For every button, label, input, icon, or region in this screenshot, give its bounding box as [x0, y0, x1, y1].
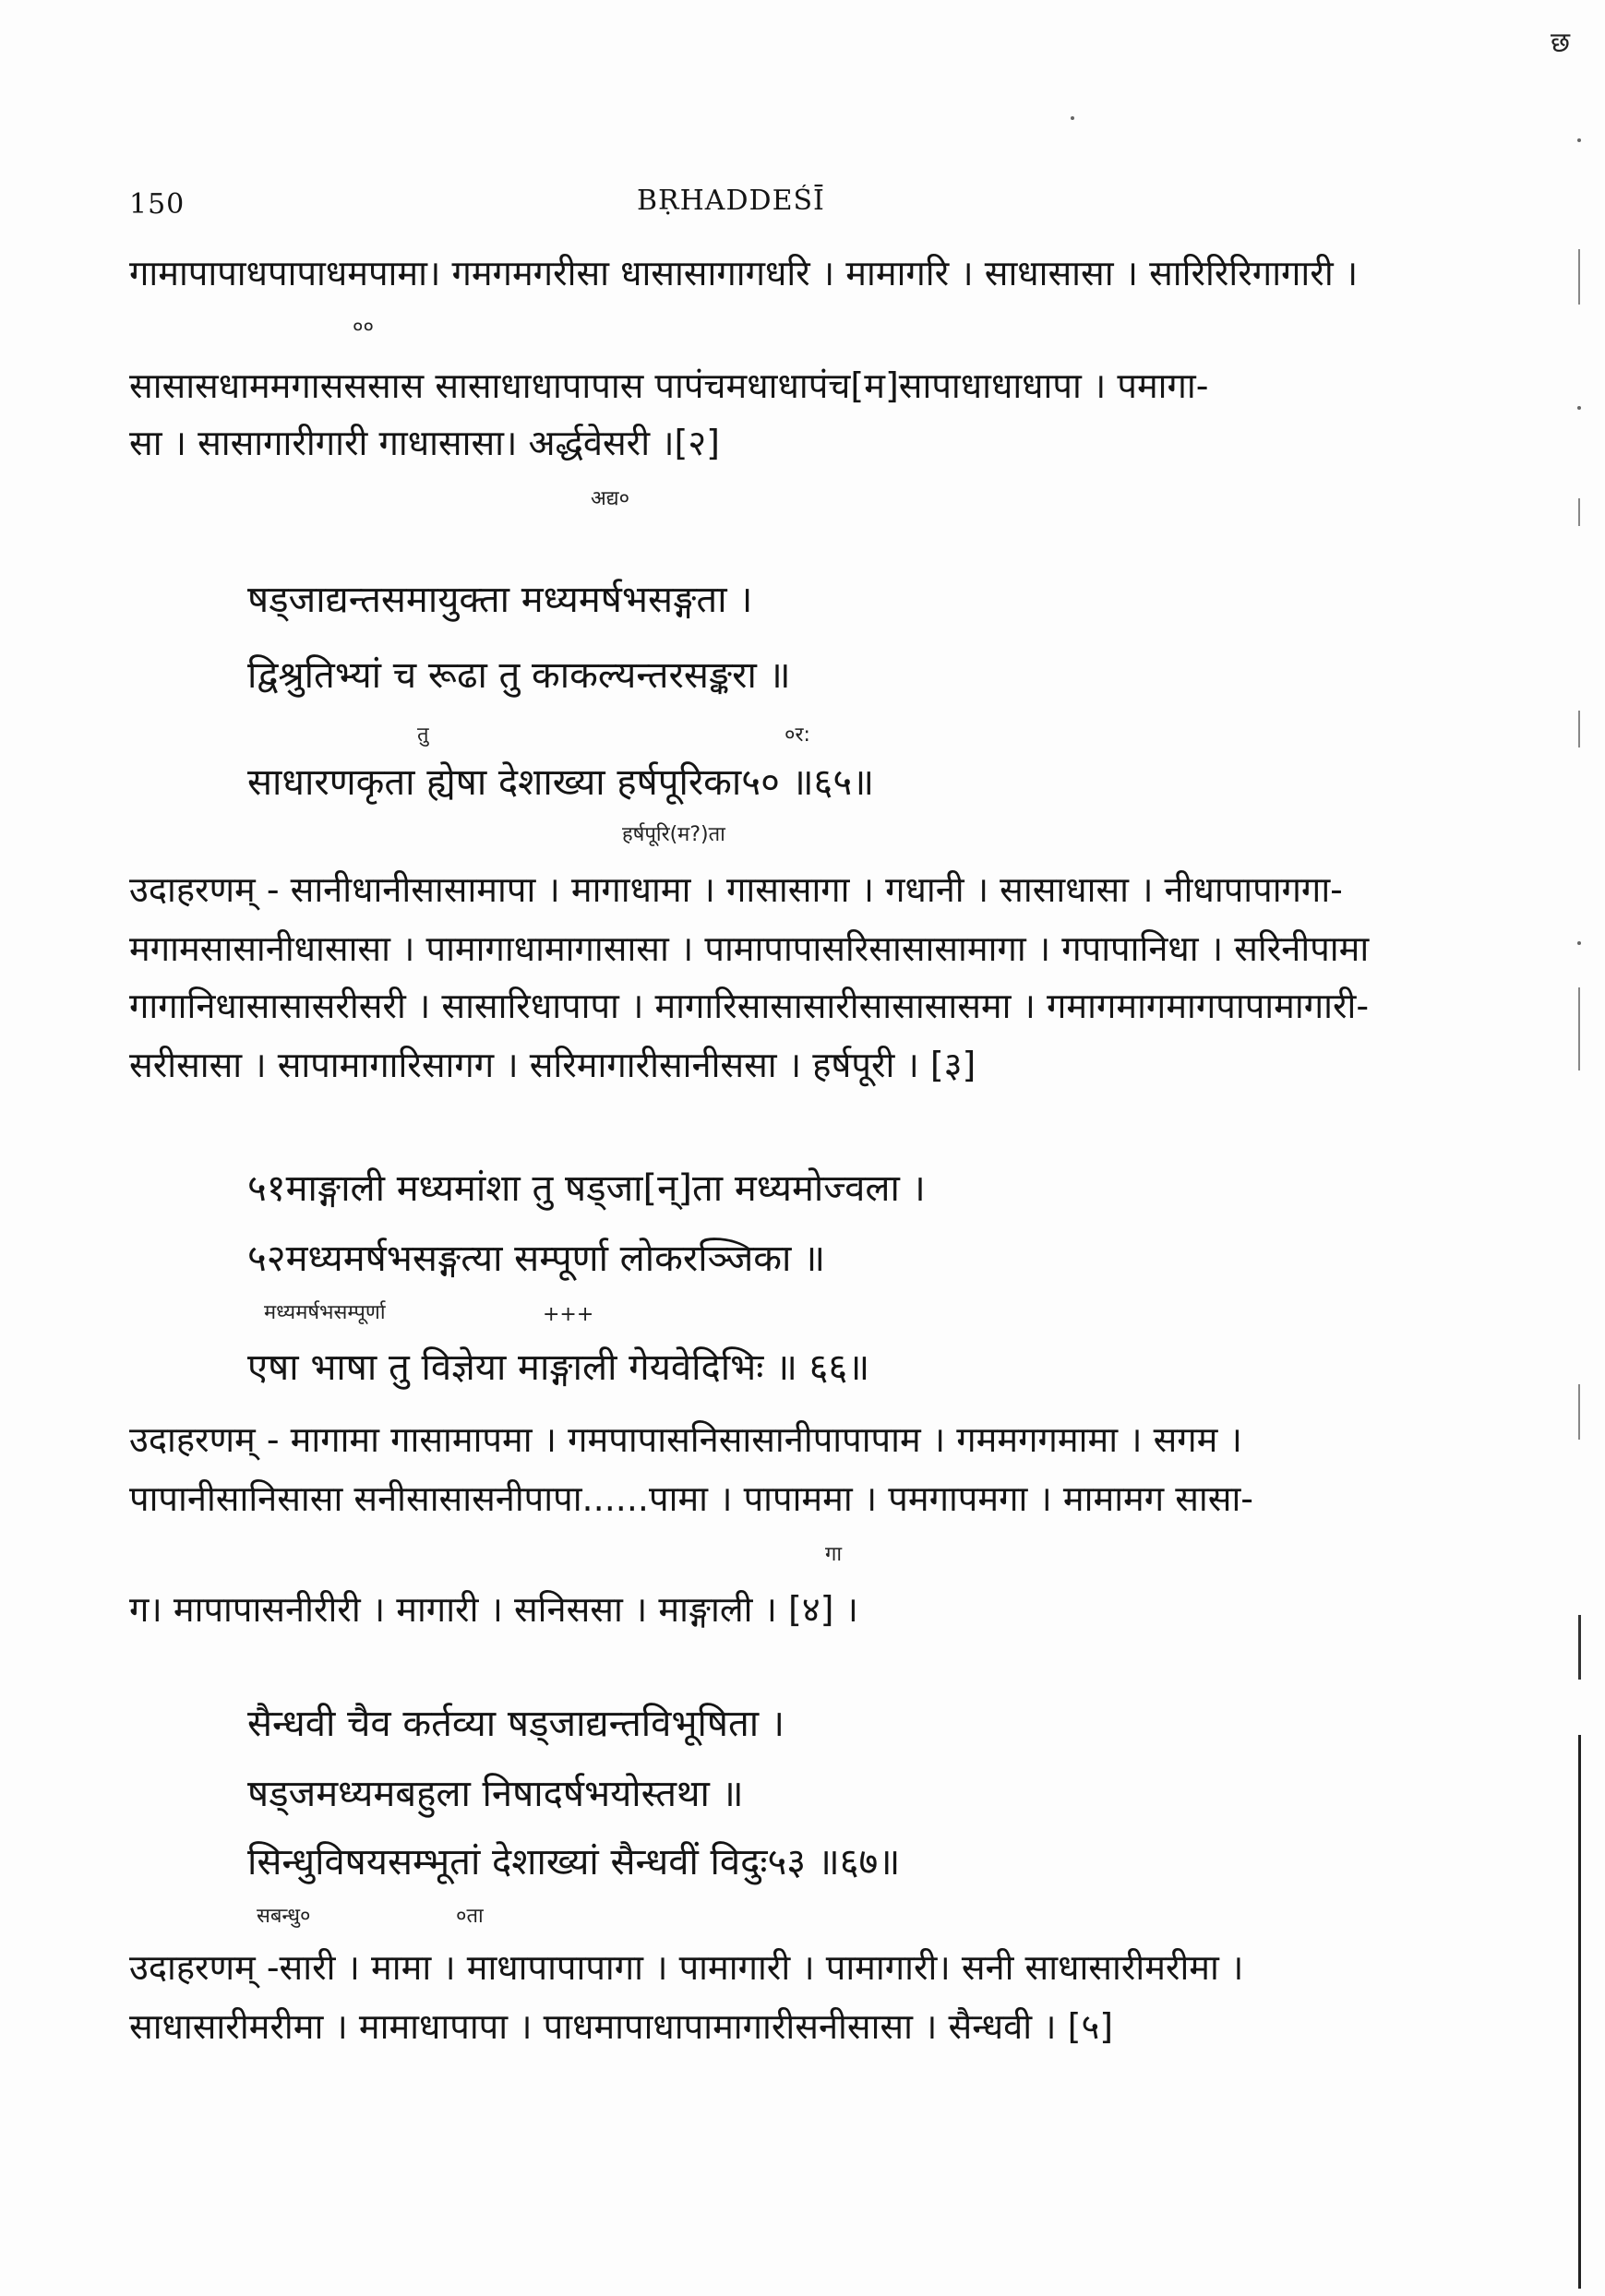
verse-line-2: द्विश्रुतिभ्यां च रूढा तु काकल्यन्तरसङ्करा ॥ — [247, 654, 791, 697]
page-number: 150 — [129, 188, 186, 221]
interlinear-note-3b: ०र: — [785, 723, 810, 747]
interlinear-note-5a: मध्यमर्षभसम्पूर्णा — [264, 1301, 386, 1324]
scan-speck — [1577, 138, 1581, 142]
text-line-7: सरीसासा । सापामागारिसागग । सरिमागारीसानीससा । हर्षपूरी । [३] — [129, 1045, 976, 1085]
text-line-2: सासासधाममगासससास सासाधाधापापास पापंचमधाधापंच[म]सापाधाधाधापा । पमागा- — [129, 365, 1209, 406]
scan-mark — [1578, 1615, 1581, 1680]
verse-line-8: षड्जमध्यमबहुला निषादर्षभयोस्तथा ॥ — [247, 1773, 744, 1815]
verse-line-7: सैन्धवी चैव कर्तव्या षड्जाद्यन्तविभूषिता । — [247, 1703, 785, 1745]
scan-speck — [1577, 941, 1581, 945]
running-title: BṚHADDEŚĪ — [637, 185, 825, 217]
scan-mark — [1578, 987, 1580, 1070]
interlinear-note-7b: ०ता — [456, 1905, 484, 1928]
corner-mark: छ — [1551, 30, 1571, 57]
text-line-9: पापानीसानिसासा सनीसासासनीपापा......पामा । पापाममा । पमगापमगा । मामामग सासा- — [129, 1478, 1254, 1519]
text-line-3: सा । सासागारीगारी गाधासासा। अर्द्धवेसरी ।[२] — [129, 423, 720, 463]
text-line-4: उदाहरणम् - सानीधानीसासामापा । मागाधामा । गासासागा । गधानी । सासाधासा । नीधापापागगा- — [129, 869, 1343, 910]
verse-line-4: ५१माङ्गाली मध्यमांशा तु षड्जा[न्]ता मध्यमोज्वला । — [247, 1167, 926, 1210]
interlinear-note-5b: +++ — [543, 1303, 594, 1326]
verse-line-9: सिन्धुविषयसम्भूतां देशाख्यां सैन्धवीं विदुः५३ ॥६७॥ — [247, 1841, 901, 1883]
text-line-1: गामापापाधपापाधमपामा। गमगमगरीसा धासासागागधरि । मामागरि । साधासासा । सारिरिरिगागारी । — [129, 253, 1359, 293]
interlinear-note-3a: तु — [417, 723, 429, 747]
scan-mark — [1578, 498, 1580, 526]
verse-line-5: ५२मध्यमर्षभसङ्गत्या सम्पूर्णा लोकरञ्जिका ॥ — [247, 1238, 826, 1280]
interlinear-note-4: हर्षपूरि(म?)ता — [622, 823, 725, 846]
interlinear-note-2: अद्य० — [591, 487, 630, 510]
scan-speck — [1577, 406, 1581, 410]
scan-mark — [1578, 1384, 1580, 1440]
text-line-10: ग। मापापासनीरीरी । मागारी । सनिससा । माङ्गाली । [४] । — [129, 1589, 858, 1630]
interlinear-note-6: गा — [825, 1543, 843, 1566]
scan-mark — [1578, 249, 1580, 305]
verse-line-1: षड्जाद्यन्तसमायुक्ता मध्यमर्षभसङ्गता । — [247, 579, 753, 621]
verse-line-3: साधारणकृता ह्येषा देशाख्या हर्षपूरिका५० ॥६५॥ — [247, 761, 875, 804]
scan-mark — [1578, 711, 1580, 747]
interlinear-note-1: ०० — [353, 316, 374, 339]
text-line-11: उदाहरणम् -सारी । मामा । माधापापापागा । पामागारी । पामागारी। सनी साधासारीमरीमा । — [129, 1947, 1244, 1988]
scan-mark — [1578, 1735, 1581, 2289]
text-line-12: साधासारीमरीमा । मामाधापापा । पाधमापाधापामागारीसनीसासा । सैन्धवी । [५] — [129, 2006, 1114, 2047]
scan-speck — [1071, 116, 1074, 120]
scan-edge-marks — [1569, 0, 1605, 2296]
interlinear-note-7a: सबन्धु० — [257, 1905, 311, 1928]
text-line-5: मगामसासानीधासासा । पामागाधामागासासा । पामापापासरिसासासामागा । गपापानिधा । सरिनीपामा — [129, 928, 1370, 969]
verse-line-6: एषा भाषा तु विज्ञेया माङ्गाली गेयवेदिभिः ॥ ६६॥ — [247, 1346, 870, 1389]
text-line-8: उदाहरणम् - मागामा गासामापमा । गमपापासनिसासानीपापापाम । गममगगमामा । सगम । — [129, 1419, 1242, 1460]
text-line-6: गागानिधासासासरीसरी । सासारिधापापा । मागारिसासासारीसासासासमा । गमागमागमागपापामागारी- — [129, 986, 1370, 1026]
